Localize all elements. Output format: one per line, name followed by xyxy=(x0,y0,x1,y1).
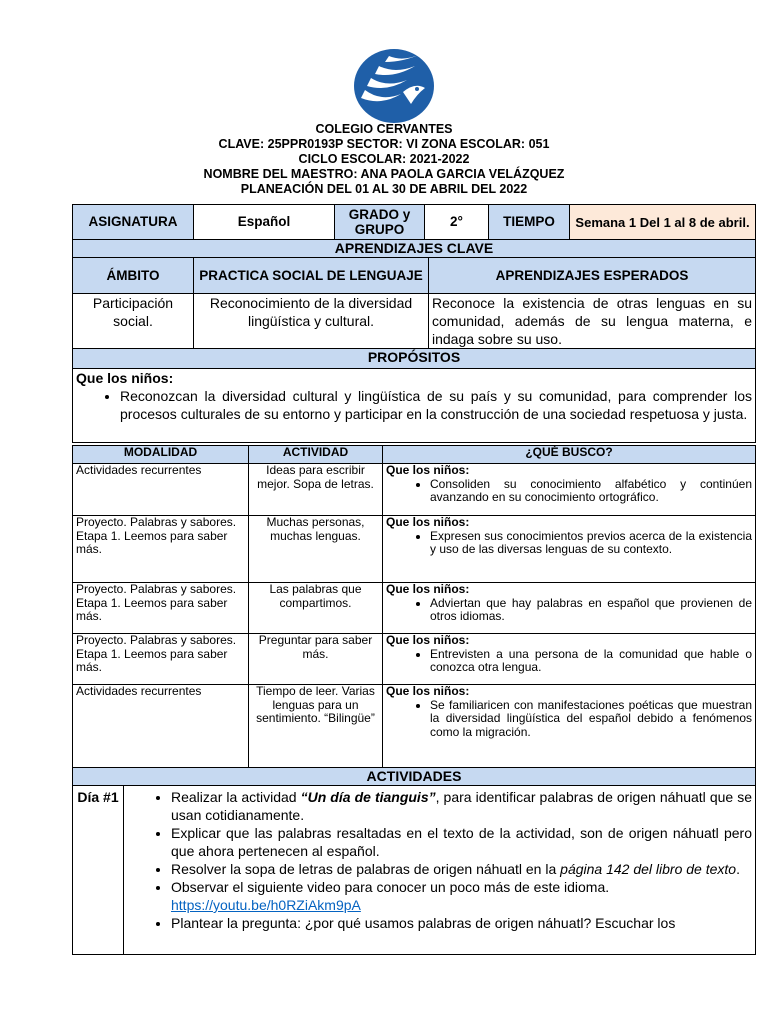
row-actividad: Ideas para escribir mejor. Sopa de letras. xyxy=(249,464,383,516)
actividades-title: ACTIVIDADES xyxy=(73,768,756,786)
ambito-value: Participación social. xyxy=(73,294,194,349)
table-row xyxy=(73,634,756,685)
asignatura-label: ASIGNATURA xyxy=(73,205,194,240)
actividad-item-4: • Observar el siguiente video para conocer un poco más de este idioma. https://youtu.be/h0RZiAkm9pA xyxy=(171,878,752,914)
table-row xyxy=(73,685,756,768)
row-intro: Que los niños: xyxy=(386,633,470,647)
video-link[interactable]: https://youtu.be/h0RZiAkm9pA xyxy=(171,897,361,913)
actividad-item-2: • Explicar que las palabras resaltadas en el texto de la actividad, son de origen náhuatl pero que ahora pertenecen al español. xyxy=(171,824,752,860)
row-busco: • Se familiaricen con manifestaciones poéticas que muestran la diversidad lingüística del español debido a fenómenos como la migración. xyxy=(430,699,752,740)
col-actividad: ACTIVIDAD xyxy=(249,446,383,464)
practica-value: Reconocimiento de la diversidad lingüística y cultural. xyxy=(194,294,429,349)
tiempo-label: TIEMPO xyxy=(489,205,570,240)
school-clave: CLAVE: 25PPR0193P SECTOR: VI ZONA ESCOLAR: 051 xyxy=(218,137,550,151)
grado-value: 2° xyxy=(425,205,489,240)
row-busco: • Consoliden su conocimiento alfabético y continúen avanzando en su conocimiento ortográfico. xyxy=(430,478,752,505)
aprendizajes-title: APRENDIZAJES CLAVE xyxy=(73,240,756,258)
row-actividad: Muchas personas, muchas lenguas. xyxy=(249,516,383,583)
table-row xyxy=(73,464,756,516)
dia-label: Día #1 xyxy=(73,786,124,955)
row-actividad: Tiempo de leer. Varias lenguas para un sentimiento. “Bilingüe” xyxy=(249,685,383,768)
row-modalidad: Proyecto. Palabras y sabores. Etapa 1. Leemos para saber más. xyxy=(73,634,249,685)
row-intro: Que los niños: xyxy=(386,463,470,477)
propositos-title: PROPÓSITOS xyxy=(73,349,756,369)
document-header xyxy=(0,122,768,197)
asignatura-value: Español xyxy=(194,205,335,240)
grado-label: GRADO y GRUPO xyxy=(335,205,425,240)
row-busco: • Entrevisten a una persona de la comunidad que hable o conozca otra lengua. xyxy=(430,648,752,675)
row-intro: Que los niños: xyxy=(386,515,470,529)
row-modalidad: Proyecto. Palabras y sabores. Etapa 1. Leemos para saber más. xyxy=(73,583,249,634)
actividad-item-3: • Resolver la sopa de letras de palabras de origen náhuatl en la página 142 del libro de texto. xyxy=(171,860,752,878)
actividad-item-5: • Plantear la pregunta: ¿por qué usamos palabras de origen náhuatl? Escuchar los xyxy=(171,914,752,932)
esperados-label: APRENDIZAJES ESPERADOS xyxy=(429,258,756,294)
propositos-intro: Que los niños: xyxy=(76,370,174,386)
row-modalidad: Actividades recurrentes xyxy=(73,464,249,516)
school-logo xyxy=(351,46,437,124)
school-name: COLEGIO CERVANTES xyxy=(315,122,453,136)
row-modalidad: Proyecto. Palabras y sabores. Etapa 1. Leemos para saber más. xyxy=(73,516,249,583)
teacher-name: NOMBRE DEL MAESTRO: ANA PAOLA GARCIA VELÁZQUEZ xyxy=(203,167,565,181)
proposito-item: • Reconozcan la diversidad cultural y lingüística de su país y su comunidad, para comprender los procesos culturales de su entorno y participar en la construcción de una sociedad respetuosa y justa. xyxy=(120,387,752,423)
row-actividad: Las palabras que compartimos. xyxy=(249,583,383,634)
tiempo-value: Semana 1 Del 1 al 8 de abril. xyxy=(570,205,756,240)
row-intro: Que los niños: xyxy=(386,684,470,698)
info-table xyxy=(72,204,756,240)
aprendizajes-table xyxy=(72,239,756,443)
row-actividad: Preguntar para saber más. xyxy=(249,634,383,685)
row-busco: • Adviertan que hay palabras en español que provienen de otros idiomas. xyxy=(430,597,752,624)
actividad-item-1: • Realizar la actividad “Un día de tianguis”, para identificar palabras de origen náhuatl que se usan cotidianamente. xyxy=(171,788,752,824)
ambito-label: ÁMBITO xyxy=(73,258,194,294)
esperados-value: Reconoce la existencia de otras lenguas en su comunidad, además de su lengua materna, e indaga sobre su uso. xyxy=(429,294,756,349)
table-row xyxy=(73,583,756,634)
row-intro: Que los niños: xyxy=(386,582,470,596)
col-modalidad: MODALIDAD xyxy=(73,446,249,464)
row-modalidad: Actividades recurrentes xyxy=(73,685,249,768)
school-cycle: CICLO ESCOLAR: 2021-2022 xyxy=(298,152,470,166)
row-busco: • Expresen sus conocimientos previos acerca de la existencia y uso de las diversas lenguas de su contexto. xyxy=(430,530,752,557)
col-busco: ¿QUÉ BUSCO? xyxy=(383,446,756,464)
planning-period: PLANEACIÓN DEL 01 AL 30 DE ABRIL DEL 2022 xyxy=(240,182,528,196)
modalidad-table xyxy=(72,445,756,768)
practica-label: PRACTICA SOCIAL DE LENGUAJE xyxy=(194,258,429,294)
actividades-table xyxy=(72,767,756,955)
table-row xyxy=(73,516,756,583)
